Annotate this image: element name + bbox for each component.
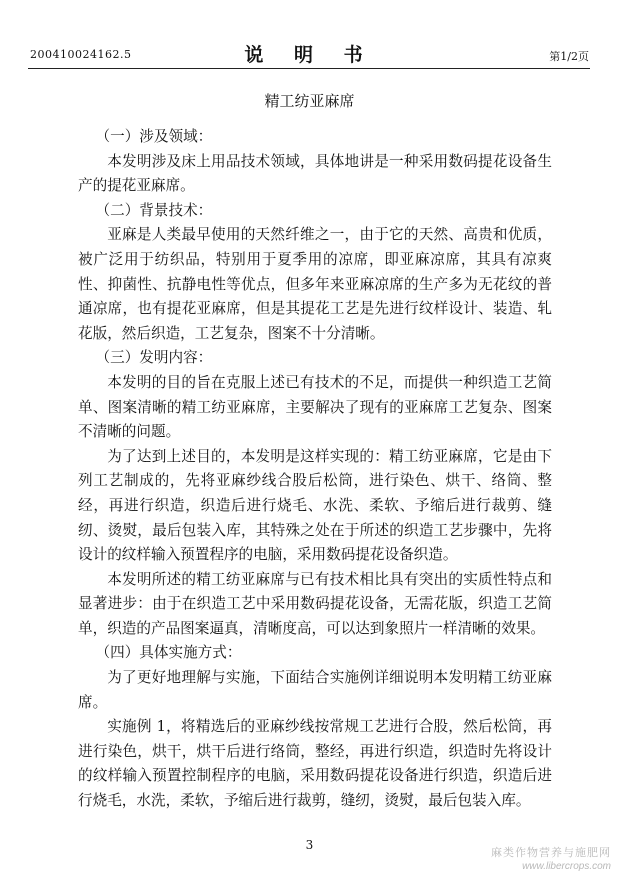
watermark-url: www.libercrops.com bbox=[522, 861, 611, 872]
section-paragraph: 本发明涉及床上用品技术领域，具体地讲是一种采用数码提花设备生产的提花亚麻席。 bbox=[78, 152, 552, 195]
watermark-site-name: 麻类作物营养与施肥网 bbox=[491, 847, 611, 859]
page-header bbox=[0, 0, 619, 70]
section-paragraph: 实施例 1，将精选后的亚麻纱线按常规工艺进行合股，然后松筒，再进行染色，烘干，烘干后进行络筒，整经，再进行织造，织造时先将设计的纹样输入预置控制程序的电脑，采用数码提花设备进行织造，织造后进行烧毛，水洗，柔软，予缩后进行裁剪，缝纫，烫熨，最后包装入库。 bbox=[78, 718, 552, 810]
document-type-heading: 说 明 书 bbox=[244, 44, 375, 66]
section-paragraph: 亚麻是人类最早使用的天然纤维之一，由于它的天然、高贵和优质，被广泛用于纺织品，特别用于夏季用的凉席，即亚麻凉席，其具有凉爽性、抑菌性、抗静电性等优点，但多年来亚麻凉席的生产多为无花纹的普通凉席，也有提花亚麻席，但是其提花工艺是先进行纹样设计、装造、轧花版，然后织造，工艺复杂，图案不十分清晰。 bbox=[78, 226, 552, 342]
invention-title: 精工纺亚麻席 bbox=[264, 92, 355, 110]
application-number: 200410024162.5 bbox=[30, 48, 132, 61]
section-heading-background: （二）背景技术： bbox=[95, 201, 213, 219]
section-paragraph: 本发明的目的旨在克服上述已有技术的不足，而提供一种织造工艺简单、图案清晰的精工纺亚麻席，主要解决了现有的亚麻席工艺复杂、图案不清晰的问题。 bbox=[78, 373, 552, 441]
section-heading-embodiment: （四）具体实施方式： bbox=[95, 644, 242, 662]
site-watermark bbox=[491, 846, 611, 873]
page-number: 3 bbox=[305, 838, 314, 852]
page-indicator: 第1/2页 bbox=[549, 50, 589, 63]
header-divider bbox=[28, 68, 590, 69]
section-heading-summary: （三）发明内容： bbox=[95, 349, 213, 367]
section-paragraph: 为了更好地理解与实施，下面结合实施例详细说明本发明精工纺亚麻席。 bbox=[78, 669, 552, 711]
section-paragraph: 本发明所述的精工纺亚麻席与已有技术相比具有突出的实质性特点和显著进步：由于在织造工艺中采用数码提花设备，无需花版，织造工艺简单，织造的产品图案逼真，清晰度高，可以达到象照片一样清晰的效果。 bbox=[78, 570, 552, 637]
section-heading-field: （一）涉及领域： bbox=[95, 128, 213, 145]
document-body bbox=[78, 125, 552, 814]
section-paragraph: 为了达到上述目的，本发明是这样实现的：精工纺亚麻席，它是由下列工艺制成的，先将亚麻纱线合股后松筒，进行染色、烘干、络筒、整经，再进行织造，织造后进行烧毛、水洗、柔软、予缩后进行裁剪、缝纫、烫熨，最后包装入库，其特殊之处在于所述的织造工艺步骤中，先将设计的纹样输入预置程序的电脑，采用数码提花设备织造。 bbox=[78, 447, 552, 564]
